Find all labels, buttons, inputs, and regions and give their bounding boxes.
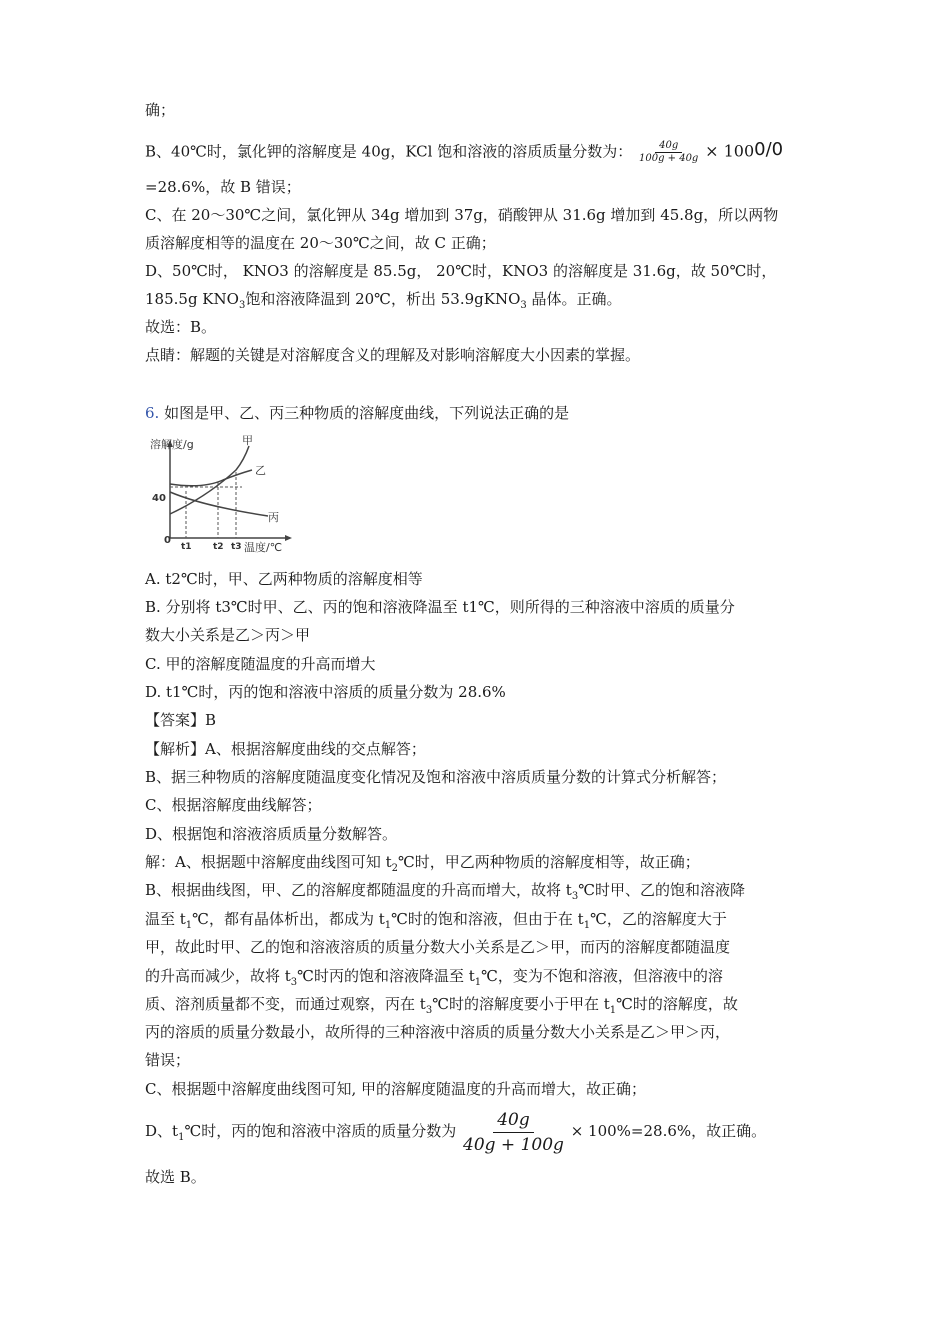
subscript: 1 (583, 920, 591, 931)
text-segment: B、40℃时，氯化钾的溶解度是 40g，KCl 饱和溶液的溶质质量分数为： (145, 142, 633, 161)
subscript: 1 (185, 920, 193, 931)
text-line: 故选：B。 (145, 318, 217, 336)
times-100: × 100 (705, 141, 755, 161)
option-d: D. t1℃时，丙的饱和溶液中溶质的质量分数为 28.6% (145, 683, 506, 701)
subscript: 1 (384, 920, 392, 931)
solution-line (145, 909, 727, 936)
solution-line: 故选 B。 (145, 1168, 206, 1186)
curve-yi (170, 470, 252, 486)
text-segment: ℃时的溶解度要小于甲在 t (432, 995, 610, 1013)
subscript: 1 (178, 1132, 185, 1143)
solution-line (145, 994, 738, 1021)
x-tick-t3: t3 (231, 542, 242, 552)
text-segment: ℃时的溶解度，故 (616, 995, 738, 1013)
solution-line (145, 880, 745, 907)
text-segment: 温至 t (145, 910, 186, 928)
fraction (463, 1108, 564, 1157)
text-line: 质溶解度相等的温度在 20～30℃之间，故 C 正确； (145, 234, 496, 252)
solution-line: 错误； (145, 1051, 191, 1069)
fraction-denominator: 40g + 100g (463, 1134, 564, 1155)
text-segment: ℃时甲、乙的饱和溶液降 (578, 881, 745, 899)
analysis-line: B、据三种物质的溶解度随温度变化情况及饱和溶液中溶质质量分数的计算式分析解答； (145, 768, 727, 786)
analysis-heading: 【解析】A、根据溶解度曲线的交点解答； (145, 740, 426, 758)
text-line: 确； (145, 101, 176, 119)
text-segment: 185.5g KNO (145, 290, 239, 308)
text-segment: D、t (145, 1122, 179, 1140)
option-c: C. 甲的溶解度随温度的升高而增大 (145, 655, 376, 673)
text-segment: 饱和溶液降温到 20℃，析出 53.9gKNO (245, 290, 521, 308)
subscript: 3 (520, 300, 527, 311)
solution-line: C、根据题中溶解度曲线图可知, 甲的溶解度随温度的升高而增大，故正确； (145, 1080, 647, 1098)
text-segment: 质、溶剂质量都不变，而通过观察，丙在 t (145, 995, 426, 1013)
subscript: 3 (425, 1005, 433, 1016)
percent-sign: 0/0 (754, 139, 784, 160)
text-line: C、在 20～30℃之间，氯化钾从 34g 增加到 37g，硝酸钾从 31.6g 增加到 45.8g，所以两物 (145, 206, 779, 224)
text-segment: × 100%=28.6%，故正确。 (570, 1122, 767, 1140)
text-segment: ℃时，甲乙两种物质的溶解度相等，故正确； (398, 853, 700, 871)
analysis-line: C、根据溶解度曲线解答； (145, 796, 322, 814)
subscript: 1 (609, 1005, 617, 1016)
text-line: =28.6%，故 B 错误； (145, 178, 301, 196)
solution-line: 甲，故此时甲、乙的饱和溶液溶质的质量分数大小关系是乙＞甲，而丙的溶解度都随温度 (145, 938, 731, 956)
fraction (639, 140, 698, 165)
text-segment: B、根据曲线图，甲、乙的溶解度都随温度的升高而增大，故将 t (145, 881, 572, 899)
curve-bing (170, 492, 268, 516)
curve-jia (170, 446, 249, 514)
text-segment: 的升高而减少，故将 t (145, 967, 291, 985)
analysis-line: D、根据饱和溶液溶质质量分数解答。 (145, 825, 398, 843)
solution-line (145, 966, 723, 993)
subscript: 3 (571, 891, 579, 902)
option-b-line2: 数大小关系是乙＞丙＞甲 (145, 626, 311, 644)
text-line (145, 289, 622, 316)
option-b-line1: B. 分别将 t3℃时甲、乙、丙的饱和溶液降温至 t1℃，则所得的三种溶液中溶质的质量分 (145, 598, 735, 616)
subscript: 3 (290, 977, 298, 988)
curve-label-jia: 甲 (242, 434, 253, 447)
solubility-curve-figure (148, 434, 298, 556)
solution-line (145, 852, 700, 879)
text-segment: 解：A、根据题中溶解度曲线图可知 t (145, 853, 392, 871)
text-line: 点睛：解题的关键是对溶解度含义的理解及对影响溶解度大小因素的掌握。 (145, 346, 641, 364)
text-segment: 晶体。正确。 (526, 290, 622, 308)
text-segment: ℃时，丙的饱和溶液中溶质的质量分数为 (184, 1122, 457, 1140)
text-line-b-fraction (145, 140, 783, 165)
y-tick-40: 40 (152, 493, 166, 504)
question-text: 如图是甲、乙、丙三种物质的溶解度曲线，下列说法正确的是 (164, 404, 570, 422)
x-tick-t2: t2 (213, 542, 224, 552)
option-a: A. t2℃时，甲、乙两种物质的溶解度相等 (145, 570, 423, 588)
curve-label-bing: 丙 (268, 511, 279, 524)
question-number: 6. (145, 404, 160, 422)
solution-line-fraction (145, 1106, 766, 1163)
origin-label: 0 (164, 535, 171, 546)
text-segment: ℃，乙的溶解度大于 (590, 910, 727, 928)
fraction-denominator: 100g + 40g (638, 153, 699, 164)
x-axis-arrow (285, 535, 292, 541)
text-segment: ℃，变为不饱和溶液，但溶液中的溶 (481, 967, 723, 985)
text-segment: ℃时丙的饱和溶液降温至 t (297, 967, 475, 985)
fraction-numerator: 40g (655, 140, 682, 153)
y-axis-label: 溶解度/g (150, 438, 194, 451)
x-tick-t1: t1 (181, 542, 192, 552)
text-segment: ℃，都有晶体析出，都成为 t (192, 910, 385, 928)
curve-label-yi: 乙 (255, 464, 266, 477)
subscript: 2 (391, 863, 399, 874)
question-6-stem (145, 403, 569, 423)
x-axis-label: 温度/℃ (244, 541, 283, 554)
subscript: 3 (238, 300, 246, 311)
subscript: 1 (474, 977, 482, 988)
answer: 【答案】B (145, 711, 217, 729)
solution-line: 丙的溶质的质量分数最小，故所得的三种溶液中溶质的质量分数大小关系是乙＞甲＞丙， (145, 1023, 731, 1041)
text-line: D、50℃时， KNO3 的溶解度是 85.5g， 20℃时，KNO3 的溶解度是 31.6g，故 50℃时， (145, 262, 777, 280)
fraction-numerator: 40g (493, 1108, 534, 1133)
text-segment: ℃时的饱和溶液，但由于在 t (391, 910, 584, 928)
